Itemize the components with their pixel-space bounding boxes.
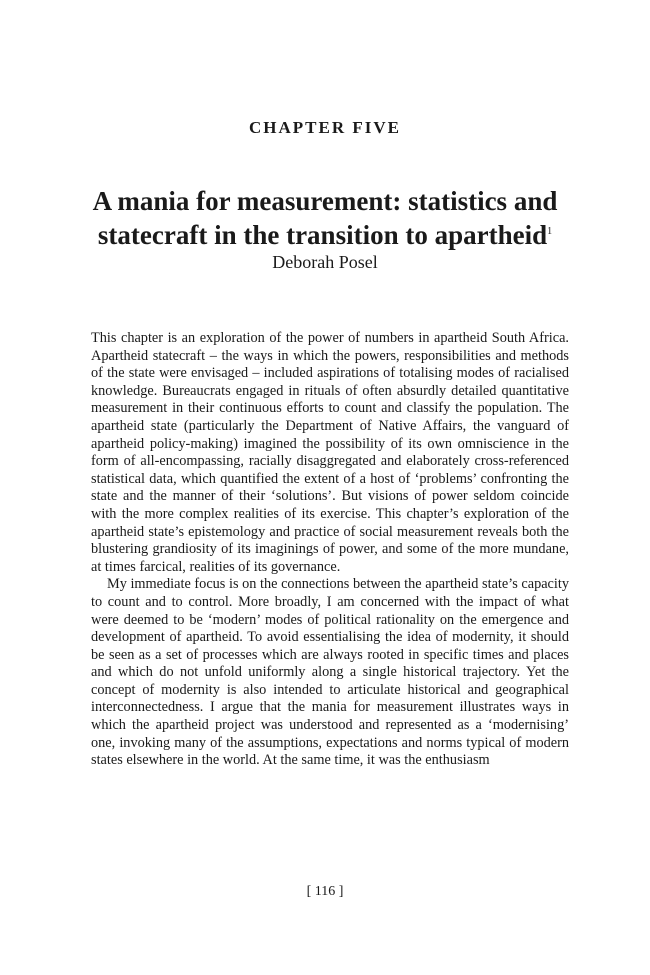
chapter-author: Deborah Posel <box>272 252 378 272</box>
body-paragraph: This chapter is an exploration of the power of numbers in apartheid South Africa. Apartheid statecraft – the ways in which the powers, responsibilities and methods of the state were envisaged – included aspirations of totalising modes of racialised knowledge. Bureaucrats engaged in rituals of often absurdly detailed quantitative measurement in their continuous efforts to count and classify the population. The apartheid state (particularly the Department of Native Affairs, the vanguard of apartheid policy-making) imagined the possibility of its own omniscience in the form of all-encompassing, racially disaggregated and elaborately cross-referenced statistical data, which quantified the extent of a host of ‘problems’ confronting the state and the manner of their ‘solutions’. But visions of power seldom coincide with the more complex realities of its exercise. This chapter’s exploration of the apartheid state’s epistemology and practice of social measurement reveals both the blustering grandiosity of its imaginings of power, and some of the more mundane, at times farcical, realities of its governance. <box>91 330 569 575</box>
title-footnote-mark[interactable]: 1 <box>547 226 553 237</box>
body-paragraph: My immediate focus is on the connections between the apartheid state’s capacity to count and to control. More broadly, I am concerned with the impact of what were deemed to be ‘modern’ modes of political rationality on the emergence and development of apartheid. To avoid essentialising the idea of modernity, it should be seen as a set of processes which are always rooted in specific times and places and which do not unfold uniformly along a single historical trajectory. Yet the concept of modernity is also intended to articulate historical and geographical interconnectedness. I argue that the mania for measurement illustrates ways in which the apartheid project was understood and represented as a ‘modernising’ one, invoking many of the assumptions, expectations and norms typical of modern states elsewhere in the world. At the same time, it was the enthusiasm <box>91 576 569 769</box>
page-number: [ 116 ] <box>306 884 344 899</box>
chapter-label: CHAPTER FIVE <box>249 118 401 137</box>
body-text <box>91 330 569 770</box>
chapter-title-text: A mania for measurement: statistics and statecraft in the transition to apartheid <box>92 186 558 250</box>
chapter-title <box>60 184 590 252</box>
